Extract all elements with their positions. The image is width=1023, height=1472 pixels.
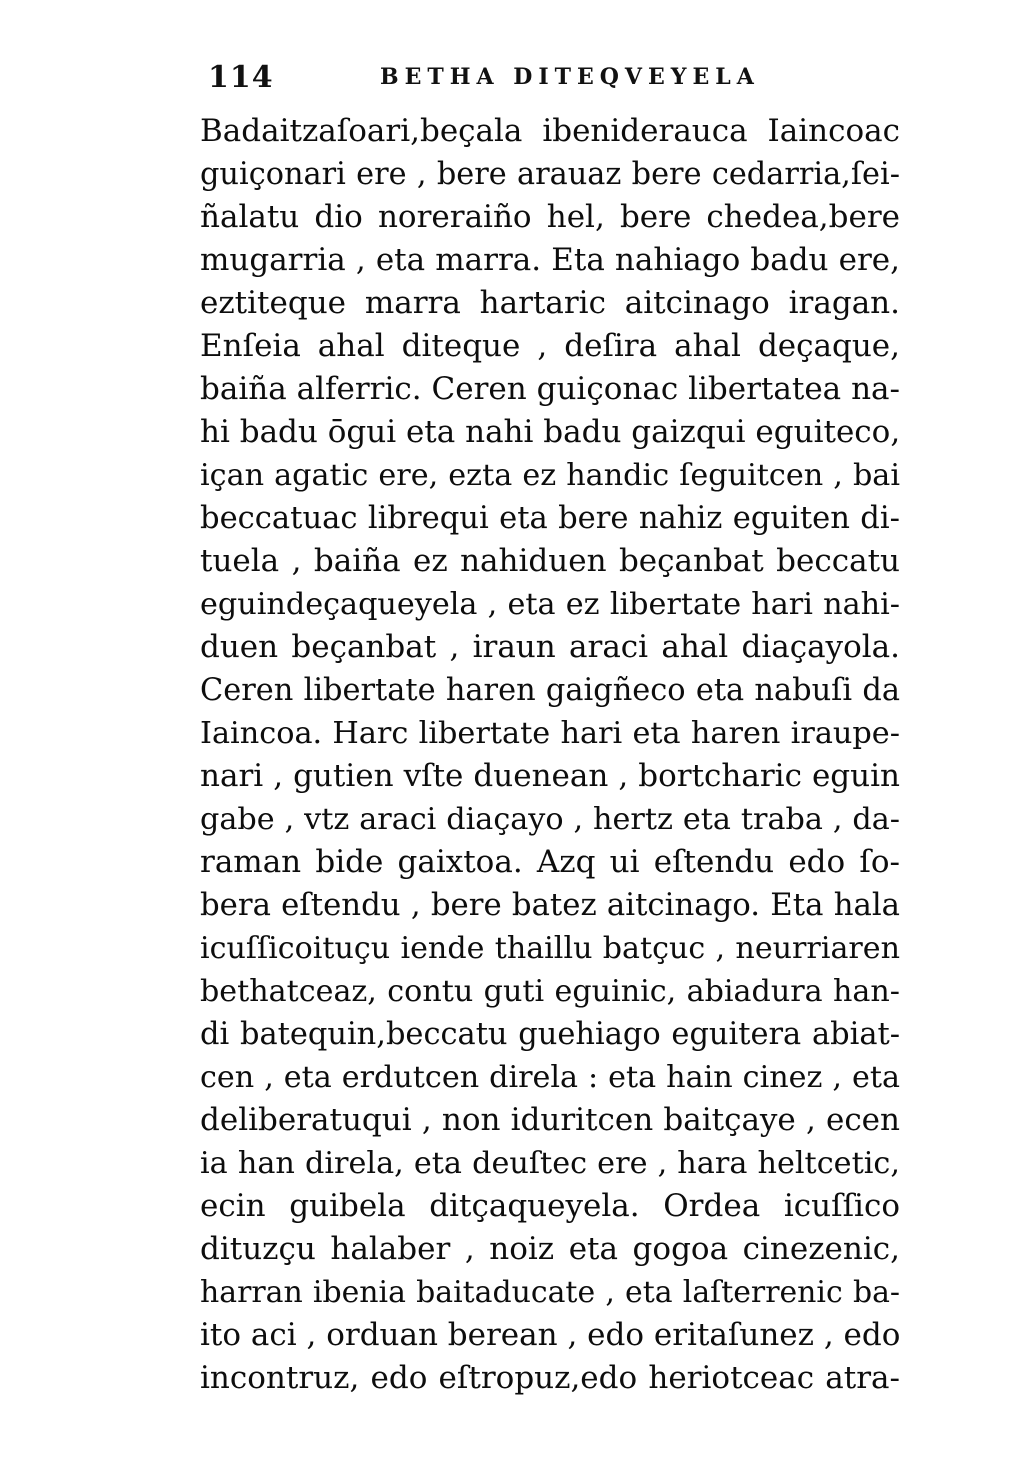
text-line: mugarria , eta marra. Eta nahiago badu ere,: [200, 242, 900, 278]
text-line: raman bide gaixtoa. Azq ui eſtendu edo ſo-: [200, 844, 900, 880]
text-line: cen , eta erdutcen direla : eta hain cinez , eta: [200, 1060, 900, 1095]
running-head: BETHA DITEQVEYELA: [380, 64, 760, 90]
text-line: icuſſicoituçu iende thaillu batçuc , neurriaren: [200, 931, 900, 966]
text-line: ia han direla, eta deuſtec ere , hara heltcetic,: [200, 1146, 900, 1181]
body-text: [200, 110, 900, 1400]
text-line: harran ibenia baitaducate , eta laſterrenic ba-: [200, 1275, 900, 1310]
text-line: bethatceaz, contu guti eguinic, abiadura han-: [200, 974, 900, 1009]
page-header: [200, 60, 900, 100]
text-line: içan agatic ere, ezta ez handic ſeguitcen , bai: [200, 458, 900, 493]
text-line: ñalatu dio noreraiño hel, bere chedea,bere: [200, 199, 900, 235]
text-line: eztiteque marra hartaric aitcinago iragan.: [200, 285, 900, 321]
text-line: guiçonari ere , bere arauaz bere cedarria,ſei-: [200, 157, 900, 192]
text-line: Enſeia ahal diteque , deſira ahal deçaque,: [200, 328, 900, 364]
text-line: gabe , vtz araci diaçayo , hertz eta traba , da-: [200, 802, 900, 837]
text-line: ito aci , orduan berean , edo eritaſunez , edo: [200, 1317, 901, 1353]
text-line: di batequin,beccatu guehiago eguitera abiat-: [200, 1017, 900, 1052]
text-line: hi badu ōgui eta nahi badu gaizqui eguiteco,: [200, 414, 901, 450]
text-line: nari , gutien vſte duenean , bortcharic eguin: [200, 758, 900, 794]
text-line: eguindeçaqueyela , eta ez libertate hari nahi-: [200, 587, 900, 622]
text-line: Badaitzaſoari,beçala ibeniderauca Iaincoac: [200, 113, 900, 149]
page-number: 114: [208, 60, 274, 95]
text-line: Iaincoa. Harc libertate hari eta haren iraupe-: [200, 716, 900, 751]
text-line: tuela , baiña ez nahiduen beçanbat beccatu: [200, 543, 900, 579]
text-line: beccatuac librequi eta bere nahiz eguiten di-: [200, 501, 900, 536]
text-line: incontruz, edo eſtropuz,edo heriotceac atra-: [200, 1360, 900, 1396]
text-line: bera eſtendu , bere batez aitcinago. Eta hala: [200, 887, 900, 923]
text-line: deliberatuqui , non iduritcen baitçaye , ecen: [200, 1102, 900, 1138]
text-line: baiña alferric. Ceren guiçonac libertatea na-: [200, 371, 900, 407]
text-line: duen beçanbat , iraun araci ahal diaçayola.: [200, 629, 900, 665]
text-line: ecin guibela ditçaqueyela. Ordea icuſſico: [200, 1188, 900, 1224]
text-line: dituzçu halaber , noiz eta gogoa cinezenic,: [200, 1231, 900, 1267]
text-line: Ceren libertate haren gaigñeco eta nabuſi da: [200, 673, 900, 708]
